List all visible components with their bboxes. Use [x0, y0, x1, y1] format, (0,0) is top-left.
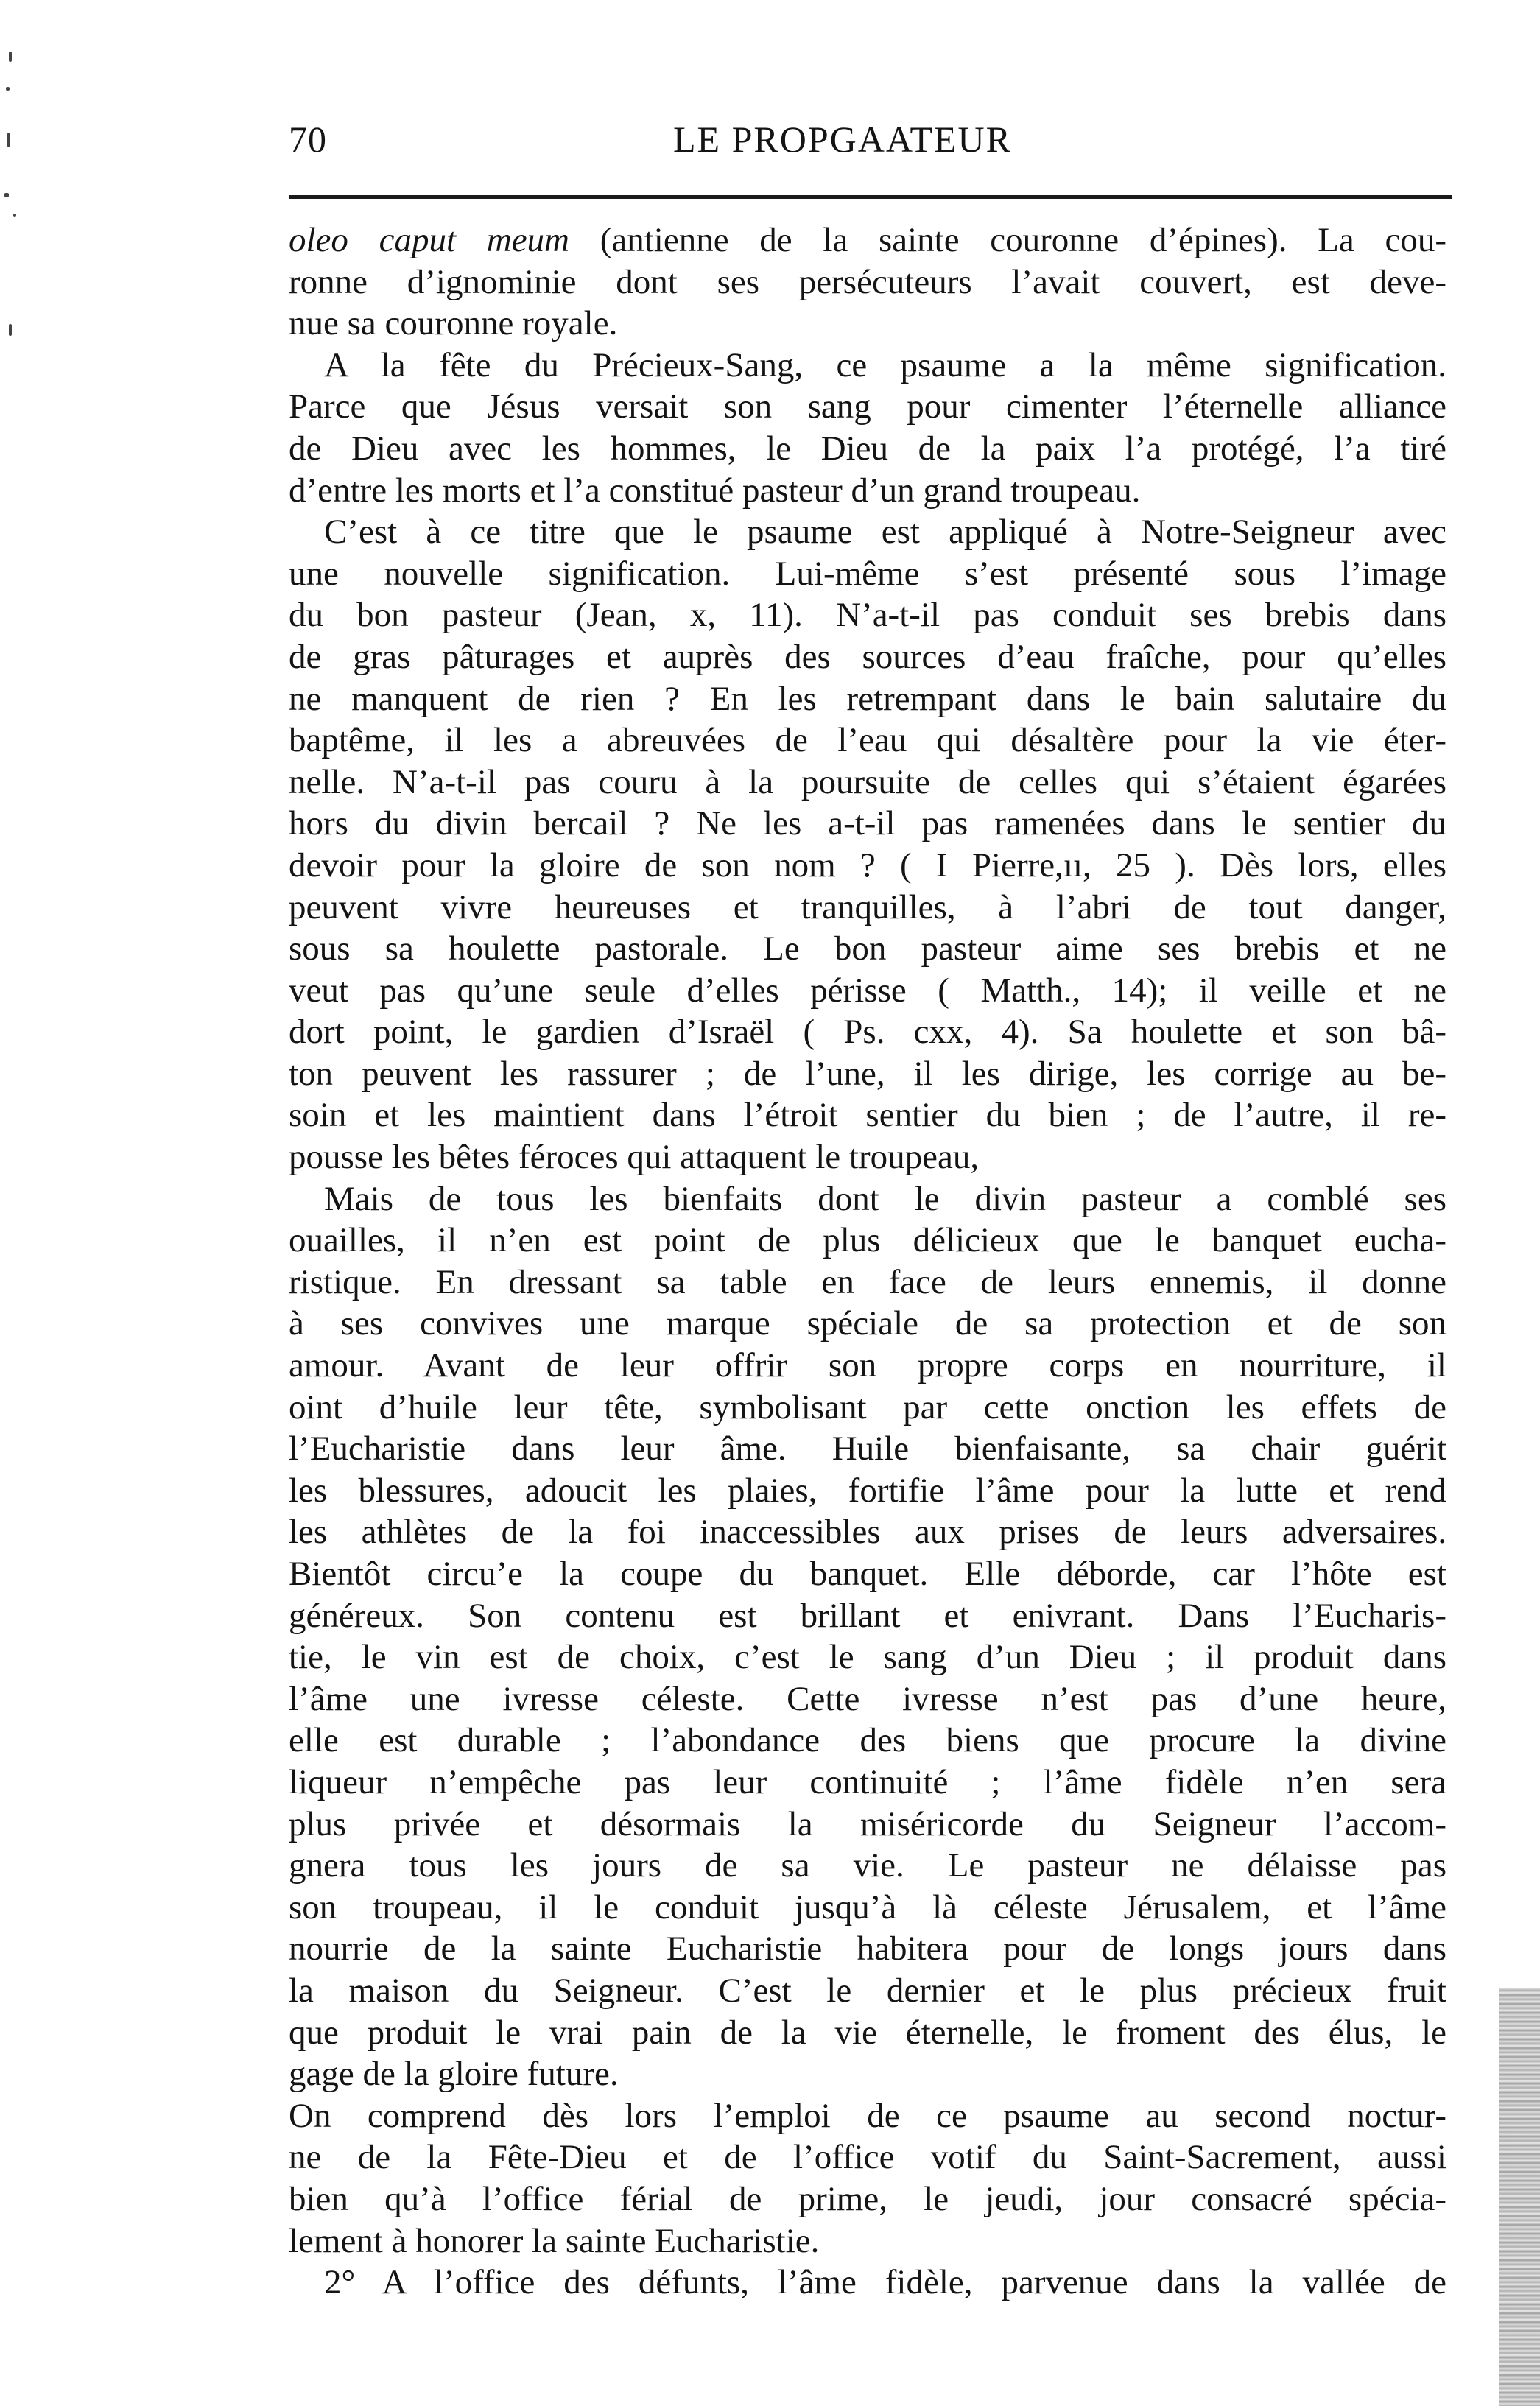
- text-line: oint d’huile leur tête, symbolisant par cette onction les effets de: [289, 1387, 1446, 1427]
- text-line: On comprend dès lors l’emploi de ce psaume au second noctur-: [289, 2096, 1446, 2135]
- text-line: lement à honorer la sainte Eucharistie.: [289, 2221, 820, 2260]
- text-line: d’entre les morts et l’a constitué pasteur d’un grand troupeau.: [289, 471, 1141, 510]
- text-line: soin et les maintient dans l’étroit sentier du bien ; de l’autre, il re-: [289, 1096, 1446, 1135]
- text-line: [289, 219, 1446, 261]
- text-line: que produit le vrai pain de la vie éternelle, le froment des élus, le: [289, 2013, 1446, 2052]
- text-line: Mais de tous les bienfaits dont le divin pasteur a comblé ses: [324, 1179, 1446, 1218]
- text-line: baptême, il les a abreuvées de l’eau qui désaltère pour la vie éter-: [289, 721, 1446, 760]
- text-line: ouailles, il n’en est point de plus délicieux que le banquet eucha-: [289, 1221, 1446, 1260]
- text-line: bien qu’à l’office férial de prime, le jeudi, jour consacré spécia-: [289, 2179, 1446, 2218]
- text-line: les blessures, adoucit les plaies, fortifie l’âme pour la lutte et rend: [289, 1471, 1446, 1510]
- text-line: à ses convives une marque spéciale de sa protection et de son: [289, 1304, 1446, 1343]
- text-line: plus privée et désormais la miséricorde du Seigneur l’accom-: [289, 1804, 1446, 1843]
- text-line: gage de la gloire future.: [289, 2055, 619, 2094]
- text-line: Bientôt circu’e la coupe du banquet. Elle déborde, car l’hôte est: [289, 1555, 1446, 1593]
- text-line: liqueur n’empêche pas leur continuité ; l’âme fidèle n’en sera: [289, 1762, 1446, 1801]
- text-line: ton peuvent les rassurer ; de l’une, il les dirige, les corrige au be-: [289, 1054, 1446, 1093]
- page-edge-shadow: [1499, 1988, 1540, 2406]
- header-rule: [289, 195, 1452, 199]
- text-line: Parce que Jésus versait son sang pour cimenter l’éternelle alliance: [289, 387, 1446, 426]
- text-line: ne de la Fête-Dieu et de l’office votif du Saint-Sacrement, aussi: [289, 2138, 1446, 2177]
- left-margin-specks: [0, 0, 44, 383]
- text-line: amour. Avant de leur offrir son propre corps en nourriture, il: [289, 1346, 1446, 1385]
- text-line: nue sa couronne royale.: [289, 304, 618, 343]
- text-line: elle est durable ; l’abondance des biens que procure la divine: [289, 1721, 1446, 1760]
- body-text: [289, 219, 1446, 2304]
- italic-latin-incipit: oleo caput meum: [289, 221, 569, 259]
- text-line: ristique. En dressant sa table en face de leurs ennemis, il donne: [289, 1262, 1446, 1301]
- text-line: pousse les bêtes féroces qui attaquent le troupeau,: [289, 1138, 980, 1177]
- text-line: de gras pâturages et auprès des sources d’eau fraîche, pour qu’elles: [289, 637, 1446, 676]
- text-line: généreux. Son contenu est brillant et enivrant. Dans l’Eucharis-: [289, 1596, 1446, 1635]
- text-line: sous sa houlette pastorale. Le bon pasteur aime ses brebis et ne: [289, 929, 1446, 968]
- text-line: du bon pasteur (Jean, x, 11). N’a-t-il pas conduit ses brebis dans: [289, 596, 1446, 635]
- text-line: tie, le vin est de choix, c’est le sang d’un Dieu ; il produit dans: [289, 1638, 1446, 1677]
- running-head: LE PROPGAATEUR: [673, 119, 1012, 160]
- text-line: l’Eucharistie dans leur âme. Huile bienfaisante, sa chair guérit: [289, 1429, 1446, 1468]
- text-line: une nouvelle signification. Lui-même s’est présenté sous l’image: [289, 554, 1446, 593]
- text-line: la maison du Seigneur. C’est le dernier et le plus précieux fruit: [289, 1971, 1446, 2010]
- text-line: nourrie de la sainte Eucharistie habitera pour de longs jours dans: [289, 1930, 1446, 1969]
- text-line: C’est à ce titre que le psaume est appliqué à Notre-Seigneur avec: [324, 513, 1446, 552]
- text-line: devoir pour la gloire de son nom ? ( I Pierre,ıı, 25 ). Dès lors, elles: [289, 845, 1446, 884]
- page-header: [289, 110, 1452, 169]
- text-line: 2° A l’office des défunts, l’âme fidèle, parvenue dans la vallée de: [324, 2263, 1446, 2302]
- text-line: nelle. N’a-t-il pas couru à la poursuite de celles qui s’étaient égarées: [289, 762, 1446, 801]
- text-line: dort point, le gardien d’Israël ( Ps. cxx, 4). Sa houlette et son bâ-: [289, 1013, 1446, 1052]
- text-line: gnera tous les jours de sa vie. Le pasteur ne délaisse pas: [289, 1846, 1446, 1885]
- text-line: les athlètes de la foi inaccessibles aux prises de leurs adversaires.: [289, 1513, 1446, 1552]
- text-line: veut pas qu’une seule d’elles périsse ( Matth., 14); il veille et ne: [289, 971, 1446, 1010]
- text-line: A la fête du Précieux-Sang, ce psaume a la même signification.: [324, 345, 1446, 384]
- text-line-rest: (antienne de la sainte couronne d’épines). La cou-: [569, 221, 1446, 259]
- text-line: l’âme une ivresse céleste. Cette ivresse n’est pas d’une heure,: [289, 1679, 1446, 1718]
- text-line: peuvent vivre heureuses et tranquilles, à l’abri de tout danger,: [289, 887, 1446, 926]
- text-line: ronne d’ignominie dont ses persécuteurs l’avait couvert, est deve-: [289, 262, 1446, 301]
- text-line: hors du divin bercail ? Ne les a-t-il pas ramenées dans le sentier du: [289, 804, 1446, 843]
- text-line: ne manquent de rien ? En les retrempant dans le bain salutaire du: [289, 679, 1446, 718]
- text-line: de Dieu avec les hommes, le Dieu de la paix l’a protégé, l’a tiré: [289, 429, 1446, 468]
- page-number: 70: [289, 119, 327, 160]
- text-line: son troupeau, il le conduit jusqu’à là céleste Jérusalem, et l’âme: [289, 1888, 1446, 1927]
